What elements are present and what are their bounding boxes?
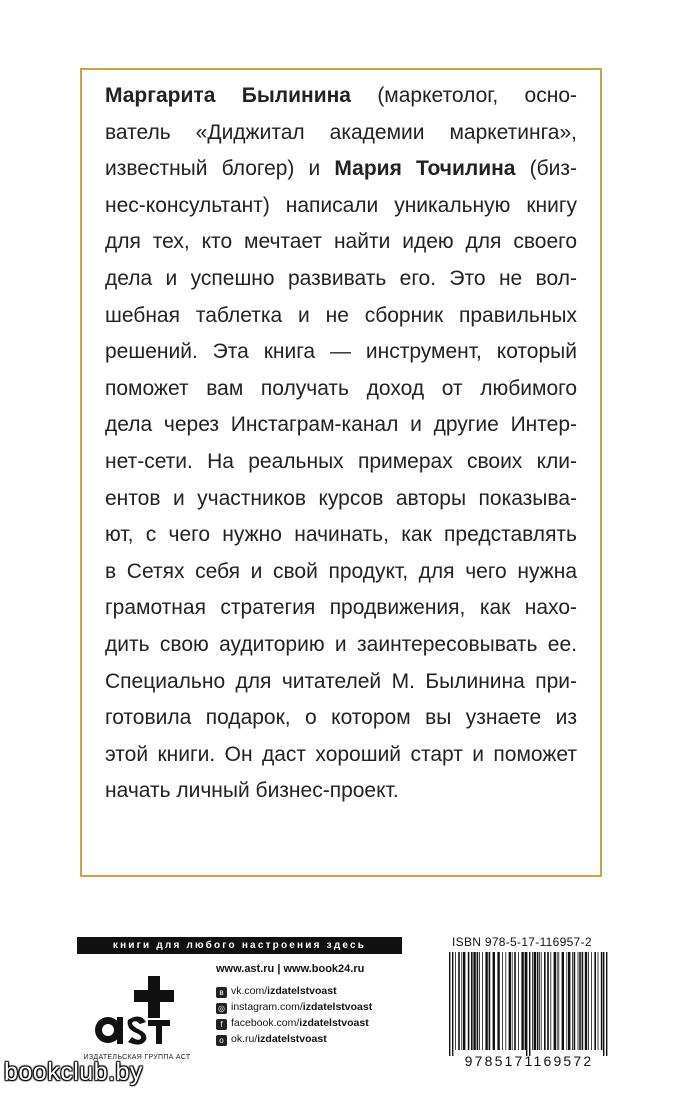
social-link-handle: izdatelstvoast	[257, 1033, 327, 1045]
text-fragment: нет-сети. На реальных примерах своих кли-	[105, 449, 577, 473]
isbn-barcode	[440, 950, 618, 1068]
author-name: Маргарита Былинина	[105, 84, 351, 107]
text-fragment: известный блогер) и	[105, 157, 335, 181]
barcode-bar	[497, 952, 499, 1050]
social-links	[216, 983, 372, 1047]
barcode-bar	[525, 952, 527, 1050]
text-fragment: начать личный бизнес-проект.	[105, 779, 399, 803]
barcode-bar	[509, 952, 511, 1050]
barcode-bar	[452, 952, 453, 1056]
barcode-bar	[473, 952, 475, 1050]
website-links[interactable]: www.ast.ru | www.book24.ru	[216, 963, 365, 975]
text-fragment: шебная таблетка и не сборник правильных	[105, 303, 577, 327]
social-link[interactable]	[216, 1015, 372, 1031]
description-line	[105, 481, 577, 518]
text-fragment: дела через Инстаграм-канал и другие Интер-	[105, 413, 577, 437]
text-fragment: поможет вам получать доход от любимого	[105, 376, 577, 400]
barcode-bar	[477, 952, 479, 1050]
text-fragment: ватель «Диджитал академии маркетинга»,	[105, 120, 577, 144]
description-line	[105, 664, 577, 701]
social-link-domain: facebook.com/	[231, 1017, 300, 1029]
barcode-bar	[461, 952, 462, 1050]
description-line	[105, 627, 577, 664]
barcode-bar	[557, 952, 558, 1050]
social-link-handle: izdatelstvoast	[299, 1017, 369, 1029]
social-link[interactable]	[216, 999, 372, 1015]
barcode-bar	[514, 952, 516, 1050]
watermark: bookclub.by	[4, 1058, 143, 1086]
facebook-icon: f	[216, 1019, 227, 1030]
barcode-bar	[588, 952, 589, 1050]
ast-logo	[88, 968, 188, 1054]
description-line	[105, 224, 577, 261]
barcode-bar	[512, 952, 513, 1050]
description-line	[105, 298, 577, 335]
text-fragment: для тех, кто мечтает найти идею для своего	[105, 230, 577, 254]
barcode-bar	[455, 952, 456, 1050]
text-fragment: грамотная стратегия продвижения, как нахо-	[105, 596, 577, 620]
barcode-bar	[594, 952, 596, 1050]
barcode-bar	[505, 952, 506, 1050]
social-link[interactable]	[216, 1031, 372, 1047]
text-fragment: готовила подарок, о котором вы узнаете из	[105, 706, 577, 730]
barcode-bar	[603, 952, 604, 1056]
barcode-bar	[534, 952, 536, 1050]
social-link-handle: izdatelstvoast	[302, 1001, 373, 1013]
barcode-bar	[574, 952, 576, 1050]
barcode-bar	[526, 952, 527, 1056]
barcode-bar	[572, 952, 573, 1050]
description-line	[105, 700, 577, 737]
barcode-bar	[489, 952, 491, 1050]
text-fragment: ют, с чего нужно начинать, как представлять	[105, 523, 577, 547]
social-link-domain: vk.com/	[231, 985, 268, 997]
barcode-bar	[582, 952, 584, 1050]
barcode-bar	[449, 952, 450, 1056]
social-link[interactable]	[216, 983, 372, 999]
barcode-bar	[585, 952, 587, 1050]
description-line	[105, 773, 577, 810]
text-fragment: ентов и участников курсов авторы показыва-	[105, 486, 577, 510]
text-fragment: (маркетолог, осно-	[350, 84, 578, 107]
text-fragment: этой книги. Он даст хороший старт и поможет	[105, 742, 577, 766]
barcode-bar	[606, 952, 607, 1056]
text-fragment: дить свою аудиторию и заинтересовывать ее.	[105, 632, 577, 656]
barcode-bar	[532, 952, 533, 1050]
description-line	[105, 115, 577, 152]
description-line	[105, 261, 577, 298]
barcode-bar	[578, 952, 579, 1050]
barcode-bar	[562, 952, 564, 1050]
barcode-bar	[591, 952, 592, 1050]
text-fragment: нес-консультант) написали уникальную книгу	[105, 193, 577, 217]
publisher-tagline: книги для любого настроения здесь	[77, 937, 402, 954]
barcode-digits: 9785171169572	[464, 1053, 594, 1068]
description-line	[105, 371, 577, 408]
barcode-bar	[598, 952, 599, 1050]
barcode-bar	[541, 952, 542, 1050]
barcode-bar	[482, 952, 483, 1050]
vk-icon: в	[216, 987, 227, 998]
barcode-bar	[601, 952, 603, 1050]
isbn-label: ISBN 978-5-17-116957-2	[452, 935, 592, 949]
barcode-bar	[468, 952, 470, 1050]
barcode-bar	[579, 952, 581, 1050]
barcode-bar	[471, 952, 473, 1050]
text-fragment: (биз-	[515, 157, 577, 181]
odnoklassniki-icon: о	[216, 1035, 227, 1046]
barcode-bar	[479, 952, 480, 1050]
barcode-bar	[458, 952, 460, 1050]
text-fragment: Специально для читателей М. Былинина при-	[105, 669, 577, 693]
description-line	[105, 151, 577, 188]
barcode-bar	[566, 952, 567, 1050]
description-line	[105, 78, 577, 115]
description-line	[105, 188, 577, 225]
description-text	[105, 78, 577, 810]
barcode-bar	[558, 952, 559, 1050]
barcode-bar	[493, 952, 495, 1050]
description-line	[105, 517, 577, 554]
barcode-bar	[463, 952, 465, 1050]
text-fragment: в Сетях себя и свой продукт, для чего нужна	[105, 559, 577, 583]
text-fragment: дела и успешно развивать его. Это не вол-	[105, 266, 577, 290]
description-line	[105, 444, 577, 481]
description-line	[105, 554, 577, 591]
text-fragment: решений. Эта книга — инструмент, который	[105, 340, 577, 364]
instagram-icon: ◎	[216, 1003, 227, 1014]
barcode-bar	[485, 952, 487, 1050]
description-line	[105, 334, 577, 371]
description-line	[105, 737, 577, 774]
publisher-group-caption: ИЗДАТЕЛЬСКАЯ ГРУППА АСТ	[83, 1054, 191, 1061]
barcode-bar	[539, 952, 540, 1050]
barcode-bar	[550, 952, 551, 1050]
social-link-handle: izdatelstvoast	[267, 985, 337, 997]
social-link-domain: instagram.com/	[231, 1001, 303, 1013]
barcode-bar	[537, 952, 539, 1050]
barcode-bar	[544, 952, 546, 1050]
barcode-bar	[502, 952, 503, 1050]
barcode-bar	[547, 952, 549, 1050]
barcode-bar	[529, 952, 530, 1056]
description-line	[105, 407, 577, 444]
barcode-bar	[554, 952, 556, 1050]
author-name: Мария Точилина	[334, 157, 516, 181]
barcode-bar	[568, 952, 570, 1050]
social-link-domain: ok.ru/	[231, 1033, 258, 1045]
description-line	[105, 590, 577, 627]
barcode-bar	[521, 952, 523, 1050]
barcode-bar	[518, 952, 519, 1050]
